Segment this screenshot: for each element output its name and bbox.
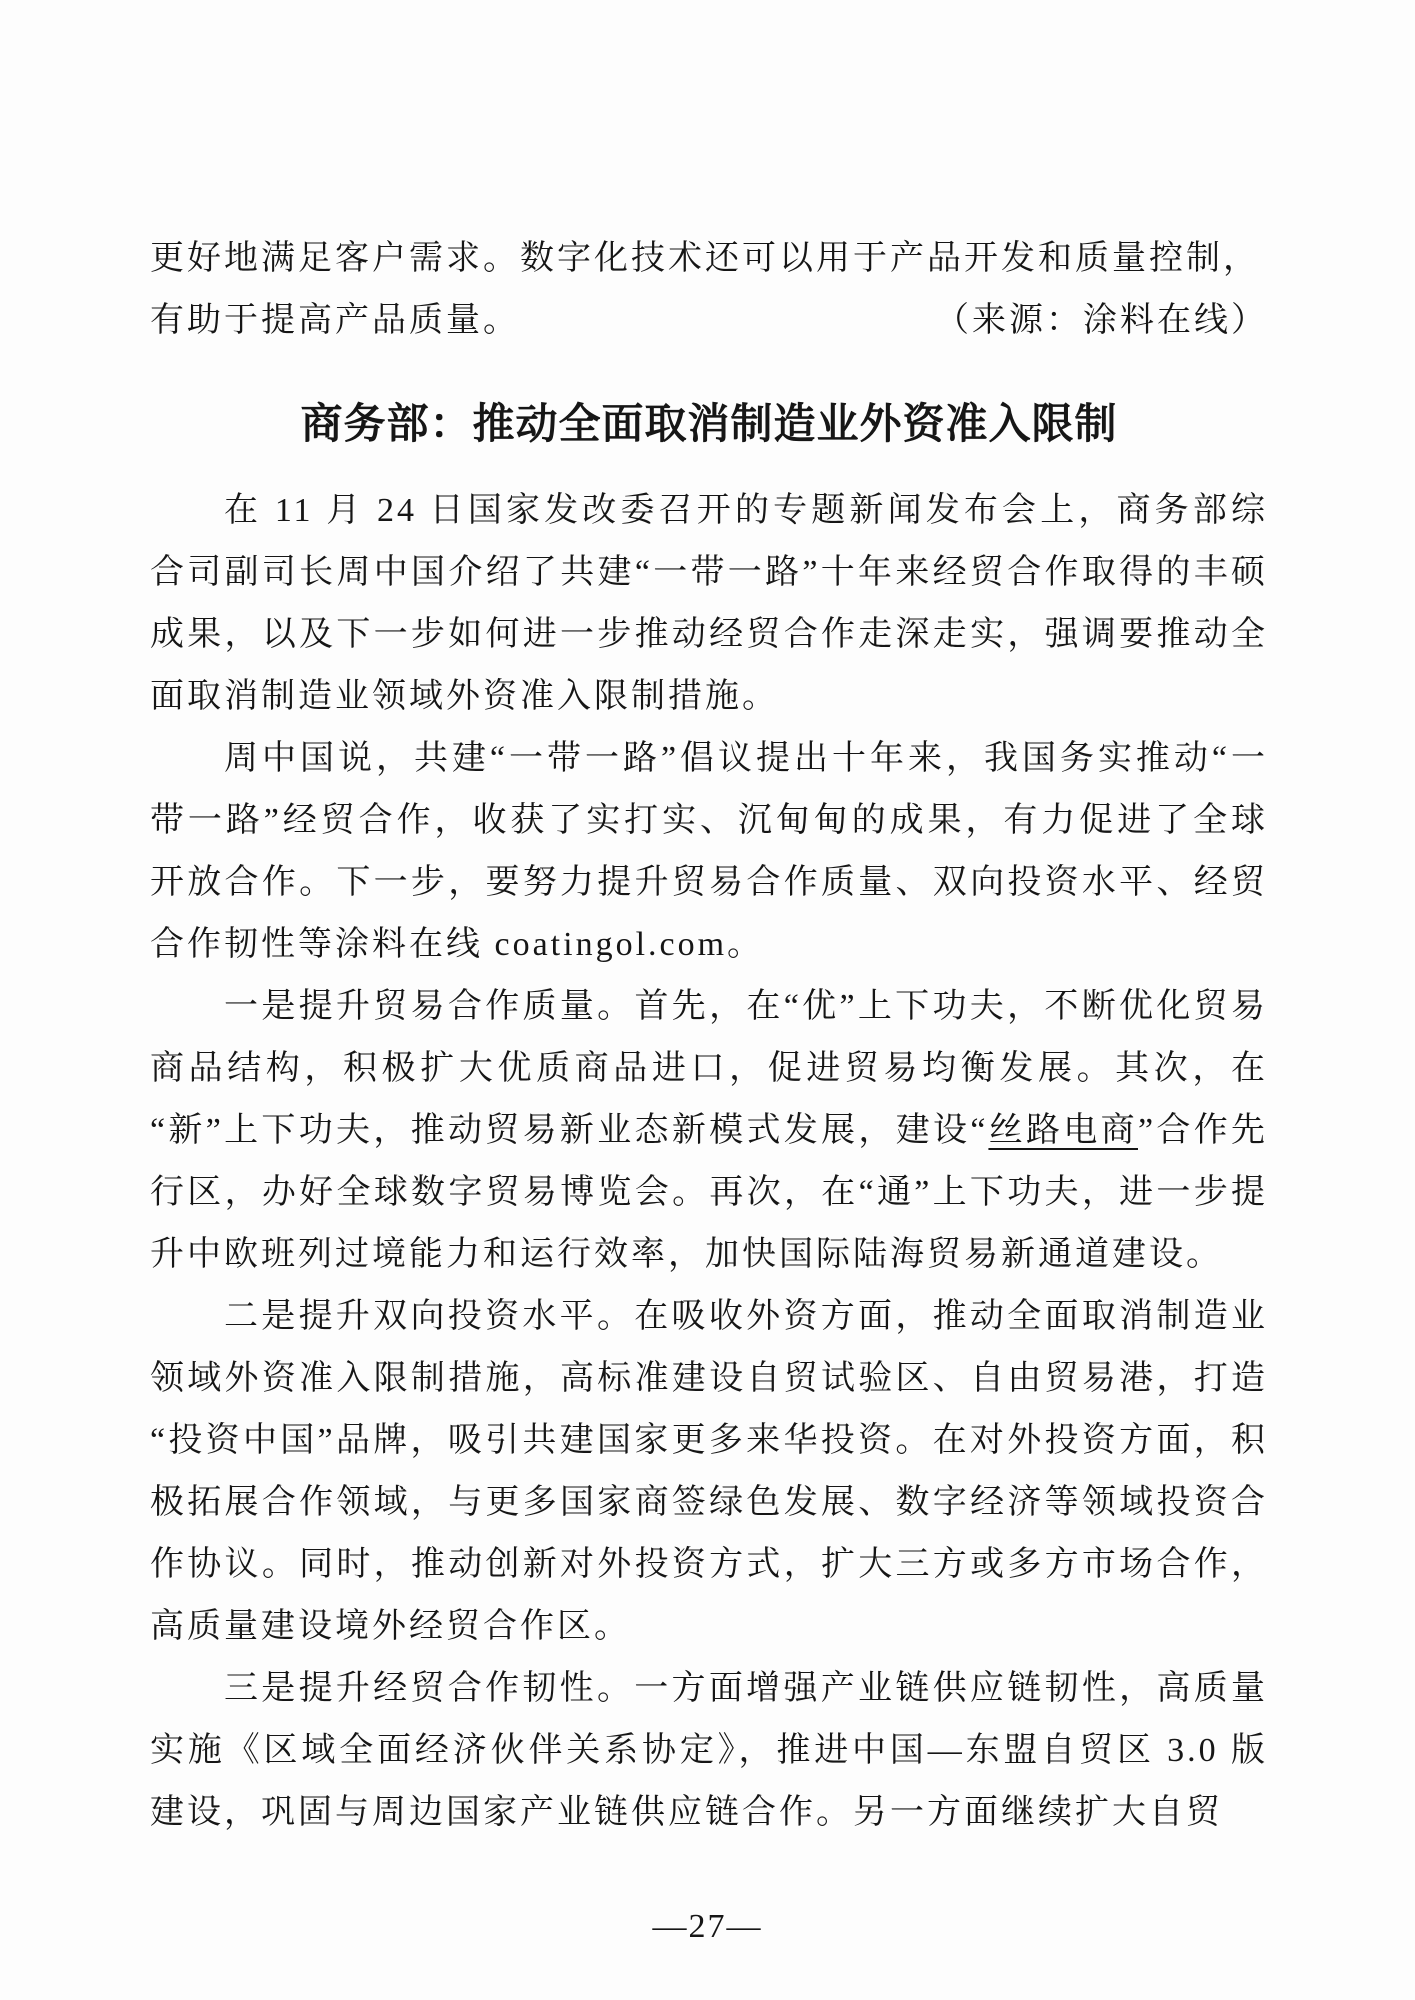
page-number: —27— bbox=[652, 1908, 763, 1945]
text-run: 在 11 月 24 日国家发改委召开的专题新闻发布会上，商务部综合司副司长周中国介绍了共建“一带一路”十年来经贸合作取得的丰硕成果，以及下一步如何进一步推动经贸合作走深走实，强调要推动全面取消制造业领域外资准入限制措施。 bbox=[150, 492, 1268, 715]
paragraph bbox=[150, 1286, 1268, 1658]
text-run: 周中国说，共建“一带一路”倡议提出十年来，我国务实推动“一带一路”经贸合作，收获了实打实、沉甸甸的成果，有力促进了全球开放合作。下一步，要努力提升贸易合作质量、双向投资水平、经贸合作韧性等涂料在线 coatingol.com。 bbox=[150, 740, 1268, 963]
article-body bbox=[150, 480, 1268, 1844]
source-attribution: （来源：涂料在线） bbox=[935, 302, 1268, 339]
text-column bbox=[150, 228, 1268, 1844]
previous-article-tail bbox=[150, 228, 1268, 352]
text-run: 二是提升双向投资水平。在吸收外资方面，推动全面取消制造业领域外资准入限制措施，高标准建设自贸试验区、自由贸易港，打造“投资中国”品牌，吸引共建国家更多来华投资。在对外投资方面，积极拓展合作领域，与更多国家商签绿色发展、数字经济等领域投资合作协议。同时，推动创新对外投资方式，扩大三方或多方市场合作，高质量建设境外经贸合作区。 bbox=[150, 1298, 1268, 1645]
text-run: 三是提升经贸合作韧性。一方面增强产业链供应链韧性，高质量实施《区域全面经济伙伴关系协定》，推进中国—东盟自贸区 3.0 版建设，巩固与周边国家产业链供应链合作。另一方面继续扩大自贸 bbox=[150, 1670, 1268, 1831]
paragraph bbox=[150, 976, 1268, 1286]
paragraph bbox=[150, 728, 1268, 976]
text-run: 一是提升贸易合作质量。首先，在“优”上下功夫，不断优化贸易商品结构，积极扩大优质商品进口，促进贸易均衡发展。其次，在“新”上下功夫，推动贸易新业态新模式发展，建设“ bbox=[150, 988, 1268, 1149]
article-title: 商务部：推动全面取消制造业外资准入限制 bbox=[300, 402, 1118, 448]
text-run: ”合作先行区，办好全球数字贸易博览会。再次，在“通”上下功夫，进一步提升中欧班列过境能力和运行效率，加快国际陆海贸易新通道建设。 bbox=[150, 1112, 1269, 1273]
tail-text-line1: 更好地满足客户需求。数字化技术还可以用于产品开发和质量控制， bbox=[150, 240, 1260, 277]
tail-line2 bbox=[150, 290, 1268, 352]
paragraph bbox=[150, 1658, 1268, 1844]
tail-text-line2: 有助于提高产品质量。 bbox=[150, 302, 520, 339]
underlined-text: 丝路电商 bbox=[988, 1112, 1138, 1149]
paragraph bbox=[150, 480, 1268, 728]
